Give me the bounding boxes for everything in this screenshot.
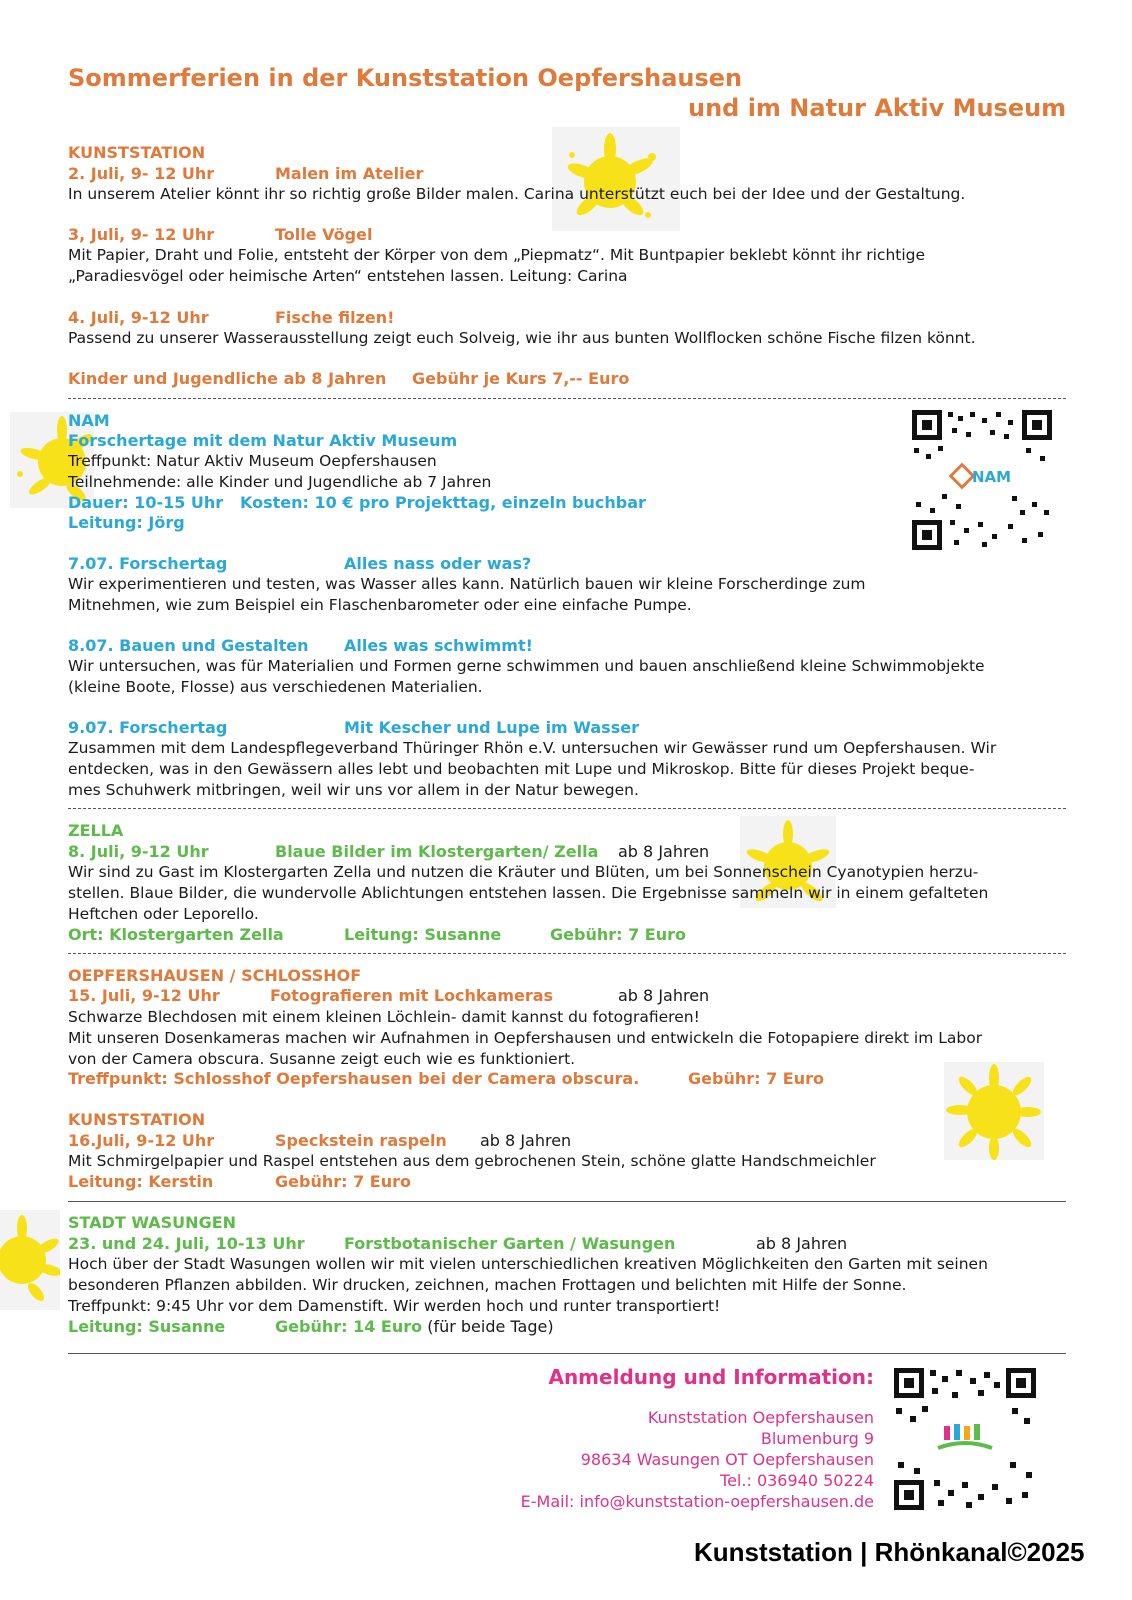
contact-name: Kunststation Oepfershausen [647, 1408, 874, 1427]
event-title: Alles was schwimmt! [344, 636, 533, 655]
contact-heading: Anmeldung und Information: [548, 1365, 874, 1389]
event-date: 9.07. Forschertag [68, 718, 228, 737]
event-description: mes Schuhwerk mitbringen, weil wir uns vor allem in der Natur bewegen. [68, 781, 639, 799]
kunststation2-lead: Leitung: Kerstin [68, 1172, 214, 1191]
age-note: ab 8 Jahren [618, 986, 710, 1005]
event-title: Tolle Vögel [275, 225, 373, 244]
nam-duration: Dauer: 10-15 Uhr [68, 493, 224, 512]
section-heading-wasungen: STADT WASUNGEN [68, 1213, 237, 1232]
event-description: entdecken, was in den Gewässern alles lebt und beobachten mit Lupe und Mikroskop. Bitte für dieses Projekt beque- [68, 760, 975, 778]
event-date: 3, Juli, 9- 12 Uhr [68, 225, 215, 244]
footer-credit: Kunststation | Rhönkanal©2025 [694, 1537, 1085, 1567]
event-title: Alles nass oder was? [344, 554, 532, 573]
zella-lead: Leitung: Susanne [344, 925, 502, 944]
section-heading-kunststation-2: KUNSTSTATION [68, 1110, 206, 1129]
audience-note: Kinder und Jugendliche ab 8 Jahren [68, 369, 387, 388]
wasungen-fee-line [275, 1317, 554, 1338]
divider [68, 1201, 1066, 1202]
event-description: von der Camera obscura. Susanne zeigt euch wie es funktioniert. [68, 1050, 576, 1068]
schlosshof-fee: Gebühr: 7 Euro [688, 1069, 824, 1088]
event-description: Treffpunkt: 9:45 Uhr vor dem Damenstift. Wir werden hoch und runter transportiert! [68, 1297, 721, 1315]
event-description: stellen. Blaue Bilder, die wundervolle Ablichtungen entstehen lassen. Die Ergebnisse sammeln wir in einem gefalteten [68, 884, 989, 902]
divider [68, 1353, 1066, 1354]
event-date: 4. Juli, 9-12 Uhr [68, 308, 209, 327]
zella-place: Ort: Klostergarten Zella [68, 925, 284, 944]
nam-meeting-point: Treffpunkt: Natur Aktiv Museum Oepfershausen [68, 452, 437, 470]
divider [68, 808, 1066, 809]
wasungen-lead: Leitung: Susanne [68, 1317, 226, 1336]
event-description: Mit Schmirgelpapier und Raspel entstehen aus dem gebrochenen Stein, schöne glatte Handschmeichler [68, 1152, 876, 1170]
schlosshof-meeting-point: Treffpunkt: Schlosshof Oepfershausen bei der Camera obscura. [68, 1069, 640, 1088]
nam-logo-text: NAM [972, 468, 1012, 486]
page-title: Sommerferien in der Kunststation Oepfershausen [68, 64, 743, 92]
wasungen-fee: Gebühr: 14 Euro [275, 1317, 423, 1336]
event-title: Malen im Atelier [275, 164, 424, 183]
section-heading-schlosshof: OEPFERSHAUSEN / SCHLOSSHOF [68, 966, 362, 985]
event-description: Passend zu unserer Wasserausstellung zeigt euch Solveig, wie ihr aus bunten Wollflocken schöne Fische filzen könnt. [68, 329, 976, 347]
nam-qr-code[interactable] [912, 410, 1052, 550]
nam-subtitle: Forschertage mit dem Natur Aktiv Museum [68, 431, 458, 450]
age-note: ab 8 Jahren [618, 842, 710, 861]
zella-fee: Gebühr: 7 Euro [550, 925, 686, 944]
event-description: (kleine Boote, Flosse) aus verschiedenen Materialien. [68, 678, 483, 696]
age-note: ab 8 Jahren [756, 1234, 848, 1253]
event-title: Fotografieren mit Lochkameras [270, 986, 554, 1005]
event-date: 16.Juli, 9-12 Uhr [68, 1131, 215, 1150]
event-description: „Paradiesvögel oder heimische Arten“ entstehen lassen. Leitung: Carina [68, 267, 628, 285]
contact-email[interactable]: E-Mail: info@kunststation-oepfershausen.de [520, 1492, 874, 1511]
nam-participants: Teilnehmende: alle Kinder und Jugendliche ab 7 Jahren [68, 473, 492, 491]
page-subtitle: und im Natur Aktiv Museum [688, 94, 1067, 122]
event-date: 2. Juli, 9- 12 Uhr [68, 164, 215, 183]
event-date: 23. und 24. Juli, 10-13 Uhr [68, 1234, 305, 1253]
event-date: 8.07. Bauen und Gestalten [68, 636, 309, 655]
nam-cost: Kosten: 10 € pro Projekttag, einzeln buchbar [240, 493, 646, 512]
event-date: 8. Juli, 9-12 Uhr [68, 842, 209, 861]
divider [68, 953, 1066, 954]
event-date: 7.07. Forschertag [68, 554, 228, 573]
event-description: Schwarze Blechdosen mit einem kleinen Löchlein- damit kannst du fotografieren! [68, 1008, 700, 1026]
yellow-splat-5 [0, 1210, 60, 1310]
section-heading-zella: ZELLA [68, 821, 124, 840]
yellow-splat-1 [552, 127, 680, 231]
event-description: Wir experimentieren und testen, was Wasser alles kann. Natürlich bauen wir kleine Forscherdinge zum [68, 575, 866, 593]
contact-phone[interactable]: Tel.: 036940 50224 [720, 1471, 874, 1490]
divider [68, 398, 1066, 399]
event-title: Mit Kescher und Lupe im Wasser [344, 718, 639, 737]
event-description: Zusammen mit dem Landespflegeverband Thüringer Rhön e.V. untersuchen wir Gewässer rund um Oepfershausen. Wir [68, 739, 997, 757]
yellow-splat-4 [944, 1062, 1044, 1160]
event-description: Mit unseren Dosenkameras machen wir Aufnahmen in Oepfershausen und entwickeln die Fotopapiere direkt im Labor [68, 1029, 983, 1047]
kunststation2-fee: Gebühr: 7 Euro [275, 1172, 411, 1191]
event-description: Wir sind zu Gast im Klostergarten Zella und nutzen die Kräuter und Blüten, um bei Sonnenschein Cyanotypien herzu- [68, 863, 979, 881]
event-title: Fische filzen! [275, 308, 395, 327]
event-description: besonderen Pflanzen abbilden. Wir drucken, zeichnen, machen Frottagen und belichten mit Hilfe der Sonne. [68, 1276, 907, 1294]
event-date: 15. Juli, 9-12 Uhr [68, 986, 220, 1005]
section-heading-nam: NAM [68, 411, 110, 430]
event-description: Mit Papier, Draht und Folie, entsteht der Körper von dem „Piepmatz“. Mit Buntpapier beklebt könnt ihr richtige [68, 246, 926, 264]
event-description: Heftchen oder Leporello. [68, 905, 259, 923]
contact-qr-code[interactable] [894, 1368, 1036, 1510]
event-description: In unserem Atelier könnt ihr so richtig große Bilder malen. Carina unterstützt euch bei der Idee und der Gestaltung. [68, 185, 966, 203]
section-heading-kunststation: KUNSTSTATION [68, 143, 206, 162]
event-description: Hoch über der Stadt Wasungen wollen wir mit vielen unterschiedlichen kreativen Möglichkeiten den Garten mit seinen [68, 1255, 988, 1273]
nam-lead: Leitung: Jörg [68, 513, 185, 532]
wasungen-fee-note: (für beide Tage) [427, 1317, 554, 1336]
contact-street: Blumenburg 9 [760, 1429, 874, 1448]
contact-city: 98634 Wasungen OT Oepfershausen [580, 1450, 874, 1469]
event-title: Blaue Bilder im Klostergarten/ Zella [275, 842, 599, 861]
event-title: Speckstein raspeln [275, 1131, 447, 1150]
age-note: ab 8 Jahren [480, 1131, 572, 1150]
event-description: Wir untersuchen, was für Materialien und Formen gerne schwimmen und bauen anschließend kleine Schwimmobjekte [68, 657, 985, 675]
event-title: Forstbotanischer Garten / Wasungen [344, 1234, 676, 1253]
event-description: Mitnehmen, wie zum Beispiel ein Flaschenbarometer oder eine einfache Pumpe. [68, 596, 692, 614]
fee-note: Gebühr je Kurs 7,-- Euro [412, 369, 630, 388]
